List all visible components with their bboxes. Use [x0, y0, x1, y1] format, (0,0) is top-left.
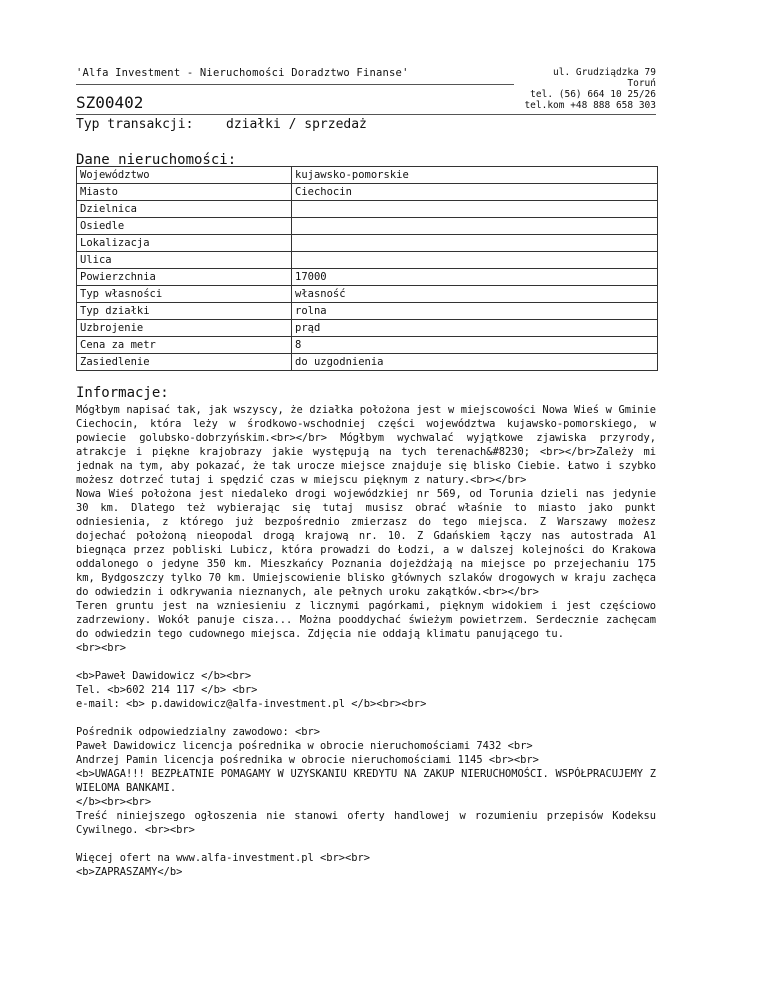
header-divider-bottom	[76, 114, 656, 115]
row-label: Lokalizacja	[77, 235, 292, 252]
row-value: prąd	[292, 320, 658, 337]
row-label: Dzielnica	[77, 201, 292, 218]
row-value: 17000	[292, 269, 658, 286]
row-value: 8	[292, 337, 658, 354]
row-value: rolna	[292, 303, 658, 320]
row-label: Powierzchnia	[77, 269, 292, 286]
table-row	[77, 218, 658, 235]
contact-phone: tel. (56) 664 10 25/26	[530, 89, 656, 100]
info-paragraph: Nowa Wieś położona jest niedaleko drogi wojewódzkiej nr 569, od Torunia dzieli nas jedynie 30 km. Dlatego też wybierając się tutaj musisz obrać właśnie to miasto jako punkt odniesienia, z którego już bezpośrednio zmierzasz do tego miejsca. Z Warszawy możesz dojechać położoną nieopodal drogą krajową nr. 10. Z Gdańskiem łączy nas autostrada A1 biegnąca przez pobliski Lubicz, która prowadzi do Łodzi, a w dalszej kolejności do Krakowa oddalonego o jedyne 350 km. Mieszkańcy Poznania dojeżdżają na miejsce po przejechaniu 175 km, Bydgoszczy tylko 70 km. Umiejscowienie blisko głównych szlaków drogowych w kraju zachęca do odwiedzin i odkrywania nieznanych, ale pełnych uroku zakątków.<br></br>	[76, 488, 656, 598]
agent-phone: Tel. <b>602 214 117 </b> <br>	[76, 684, 258, 696]
info-section-title: Informacje:	[76, 385, 169, 401]
row-value: do uzgodnienia	[292, 354, 658, 371]
table-row	[77, 252, 658, 269]
row-label: Cena za metr	[77, 337, 292, 354]
table-row	[77, 235, 658, 252]
info-paragraph: Pośrednik odpowiedzialny zawodowo: <br>	[76, 726, 320, 738]
row-value	[292, 252, 658, 269]
row-label: Województwo	[77, 167, 292, 184]
info-paragraph: Paweł Dawidowicz licencja pośrednika w obrocie nieruchomościami 7432 <br>	[76, 740, 533, 752]
info-paragraph: <b>UWAGA!!! BEZPŁATNIE POMAGAMY W UZYSKANIU KREDYTU NA ZAKUP NIERUCHOMOŚCI. WSPÓŁPRACUJEMY Z WIELOMA BANKAMI.	[76, 768, 656, 794]
spacer	[76, 837, 656, 851]
contact-mobile: tel.kom +48 888 658 303	[524, 100, 656, 111]
info-paragraph: Andrzej Pamin licencja pośrednika w obrocie nieruchomościami 1145 <br><br>	[76, 754, 539, 766]
contact-block	[524, 67, 656, 111]
header-divider	[76, 84, 514, 85]
contact-street: ul. Grudziądzka 79	[553, 67, 656, 78]
row-label: Typ działki	[77, 303, 292, 320]
transaction-type-label: Typ transakcji:	[76, 117, 194, 132]
contact-city: Toruń	[627, 78, 656, 89]
table-row	[77, 286, 658, 303]
row-label: Typ własności	[77, 286, 292, 303]
property-section-title: Dane nieruchomości:	[76, 152, 237, 168]
table-row	[77, 303, 658, 320]
agent-name: <b>Paweł Dawidowicz </b><br>	[76, 670, 252, 682]
info-paragraph: Teren gruntu jest na wzniesieniu z licznymi pagórkami, pięknym widokiem i jest częściowo zadrzewiony. Wokół panuje cisza... Można pooddychać świeżym powietrzem. Serdecznie zachęcam do odwiedzin tego cudownego miejsca. Zdjęcia nie oddają klimatu panującego tu.	[76, 600, 656, 640]
spacer	[76, 711, 656, 725]
transaction-type-value: działki / sprzedaż	[226, 117, 367, 132]
row-value	[292, 235, 658, 252]
info-paragraph: Treść niniejszego ogłoszenia nie stanowi oferty handlowej w rozumieniu przepisów Kodeksu Cywilnego. <br><br>	[76, 810, 656, 836]
table-row	[77, 167, 658, 184]
spacer	[76, 655, 656, 669]
info-paragraph: </b><br><br>	[76, 796, 152, 808]
row-label: Ulica	[77, 252, 292, 269]
info-paragraph: Mógłbym napisać tak, jak wszyscy, że działka położona jest w miejscowości Nowa Wieś w Gminie Ciechocin, która leży w środkowo-wschodniej części województwa kujawsko-pomorskiego, w powiecie golubsko-dobrzyńskim.<br></br> Mógłbym wychwalać wyjątkowe zjawiska przyrody, atrakcje i piękne krajobrazy jakie występują na tych terenach&#8230; <br></br>Zależy mi jednak na tym, aby pokazać, że tak urocze miejsce znajduje się blisko Ciebie. Łatwo i szybko możesz dotrzeć tutaj i spędzić czas w miejscu pięknym z natury.<br></br>	[76, 404, 656, 486]
info-paragraph: <br><br>	[76, 642, 127, 654]
table-row	[77, 354, 658, 371]
table-row	[77, 337, 658, 354]
table-row	[77, 201, 658, 218]
row-value: Ciechocin	[292, 184, 658, 201]
property-table	[76, 166, 658, 371]
listing-id: SZ00402	[76, 93, 144, 112]
closing: <b>ZAPRASZAMY</b>	[76, 866, 183, 878]
row-label: Zasiedlenie	[77, 354, 292, 371]
row-value: własność	[292, 286, 658, 303]
info-body	[76, 403, 656, 879]
agent-email: e-mail: <b> p.dawidowicz@alfa-investment.pl </b><br><br>	[76, 698, 427, 710]
table-row	[77, 269, 658, 286]
row-label: Miasto	[77, 184, 292, 201]
row-value: kujawsko-pomorskie	[292, 167, 658, 184]
more-offers: Więcej ofert na www.alfa-investment.pl <br><br>	[76, 852, 371, 864]
table-row	[77, 184, 658, 201]
table-row	[77, 320, 658, 337]
row-label: Uzbrojenie	[77, 320, 292, 337]
row-value	[292, 218, 658, 235]
row-value	[292, 201, 658, 218]
company-name: 'Alfa Investment - Nieruchomości Doradztwo Finanse'	[76, 67, 409, 79]
row-label: Osiedle	[77, 218, 292, 235]
